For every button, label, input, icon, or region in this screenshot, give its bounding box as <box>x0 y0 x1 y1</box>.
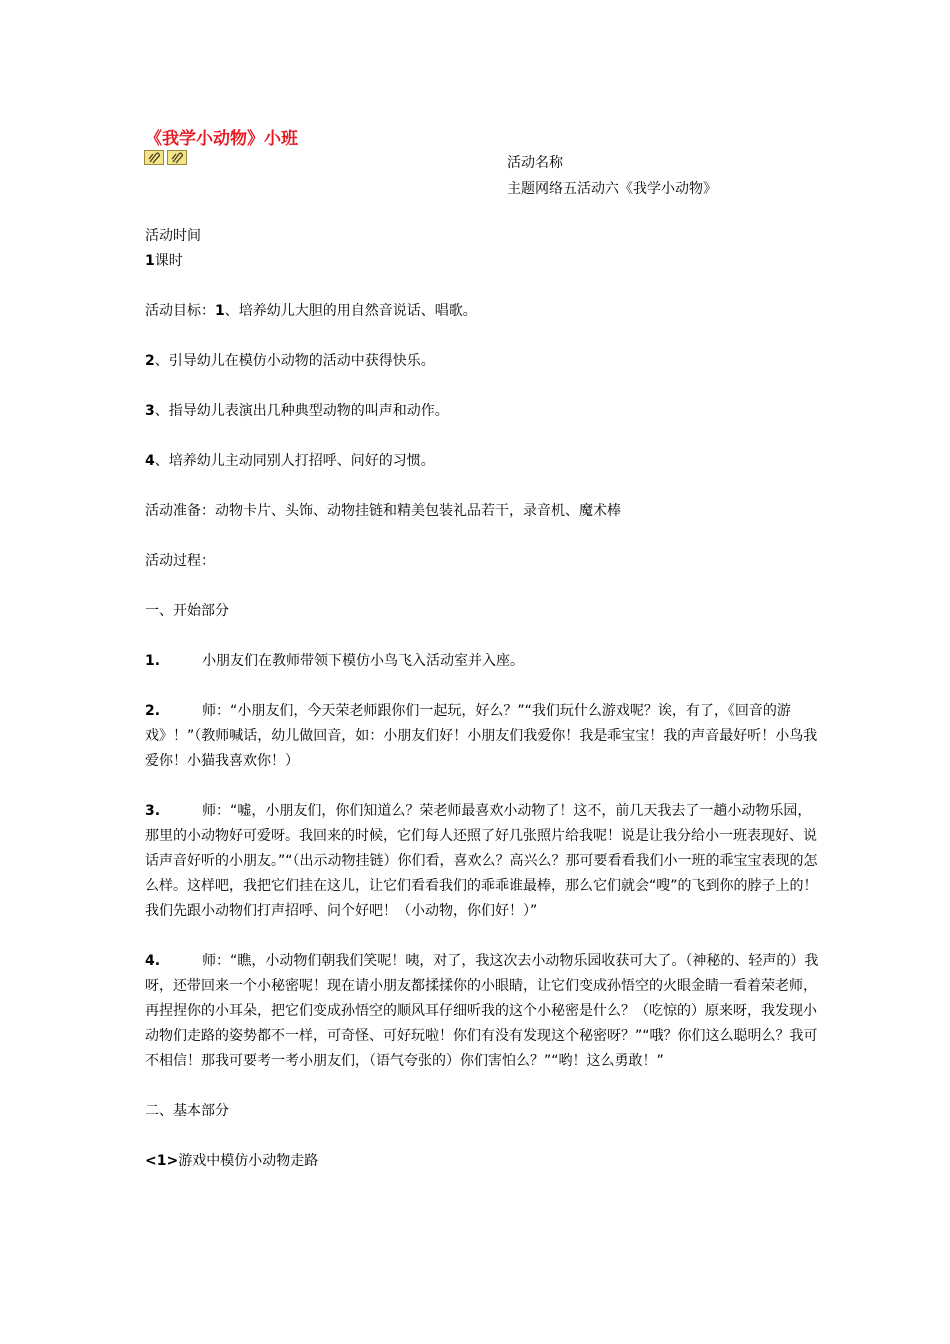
step-1-text: 小朋友们在教师带领下模仿小鸟飞入活动室并入座。 <box>202 653 525 669</box>
goal-1-number: 1 <box>215 303 225 319</box>
goal-2 <box>145 349 820 374</box>
icon-group <box>144 150 187 165</box>
activity-name-value: 主题网络五活动六《我学小动物》 <box>507 181 717 197</box>
step-4-text: 师：“瞧，小动物们朝我们笑呢！咦，对了，我这次去小动物乐园收获可大了。（神秘的、轻声的）我呀，还带回来一个小秘密呢！现在请小朋友都揉揉你的小眼睛，让它们变成孙悟空的火眼金睛一看着荣老师，再捏捏你的小耳朵，把它们变成孙悟空的顺风耳仔细听我的这个小秘密是什么？（吃惊的）原来呀，我发现小动物们走路的姿势都不一样，可奇怪、可好玩啦！你们有没有发现这个秘密呀？”“哦？你们这么聪明么？我可不相信！那我可要考一考小朋友们，（语气夸张的）你们害怕么？”“哟！这么勇敢！” <box>145 953 819 1069</box>
subsection-1 <box>145 1149 820 1174</box>
step-2 <box>145 699 820 774</box>
goal-3-text: 、指导幼儿表演出几种典型动物的叫声和动作。 <box>154 403 449 419</box>
activity-name-block <box>507 150 717 202</box>
time-value-unit: 课时 <box>154 253 183 269</box>
subsection-1-text: 游戏中模仿小动物走路 <box>178 1153 319 1169</box>
process-label: 活动过程： <box>145 553 215 569</box>
section-heading-basic: 二、基本部分 <box>145 1103 229 1119</box>
step-4 <box>145 949 820 1074</box>
goals-label: 活动目标： <box>145 303 215 319</box>
step-4-number: 4. <box>145 953 161 969</box>
time-label: 活动时间 <box>145 228 201 244</box>
step-1 <box>145 649 820 674</box>
step-1-number: 1. <box>145 653 161 669</box>
goal-2-text: 、引导幼儿在模仿小动物的活动中获得快乐。 <box>154 353 435 369</box>
goal-3-number: 3 <box>145 403 155 419</box>
time-value-number: 1 <box>145 253 155 269</box>
goal-1-text: 、培养幼儿大胆的用自然音说话、唱歌。 <box>224 303 477 319</box>
goal-4 <box>145 449 820 474</box>
subsection-1-number: <1> <box>145 1153 179 1169</box>
step-3 <box>145 799 820 924</box>
section-heading-start: 一、开始部分 <box>145 603 229 619</box>
goal-2-number: 2 <box>145 353 155 369</box>
clip-icon[interactable] <box>167 150 187 165</box>
activity-name-label: 活动名称 <box>507 155 563 171</box>
clip-icon[interactable] <box>144 150 164 165</box>
goal-4-number: 4 <box>145 453 155 469</box>
step-3-text: 师：“嘘，小朋友们，你们知道么？荣老师最喜欢小动物了！这不，前几天我去了一趟小动物乐园，那里的小动物好可爱呀。我回来的时候，它们每人还照了好几张照片给我呢！说是让我分给小一班表现好、说话声音好听的小朋友。”“（出示动物挂链）你们看，喜欢么？高兴么？那可要看看我们小一班的乖宝宝表现的怎么样。这样吧，我把它们挂在这儿，让它们看看我们的乖乖谁最棒，那么它们就会“嗖”的飞到你的脖子上的！我们先跟小动物们打声招呼、问个好吧！（小动物，你们好！）” <box>145 803 818 919</box>
step-2-text: 师：“小朋友们，今天荣老师跟你们一起玩，好么？”“我们玩什么游戏呢？诶，有了，《回音的游戏》！”（教师喊话，幼儿做回音，如：小朋友们好！小朋友们我爱你！我是乖宝宝！我的声音最好听！小鸟我爱你！小猫我喜欢你！） <box>145 703 818 769</box>
step-3-number: 3. <box>145 803 161 819</box>
step-2-number: 2. <box>145 703 161 719</box>
goal-4-text: 、培养幼儿主动同别人打招呼、问好的习惯。 <box>154 453 435 469</box>
time-value <box>145 249 820 274</box>
goal-1 <box>145 299 820 324</box>
goal-3 <box>145 399 820 424</box>
document-body <box>145 224 820 1199</box>
preparation: 活动准备：动物卡片、头饰、动物挂链和精美包装礼品若干，录音机、魔术棒 <box>145 503 621 519</box>
document-title: 《我学小动物》小班 <box>145 129 298 149</box>
